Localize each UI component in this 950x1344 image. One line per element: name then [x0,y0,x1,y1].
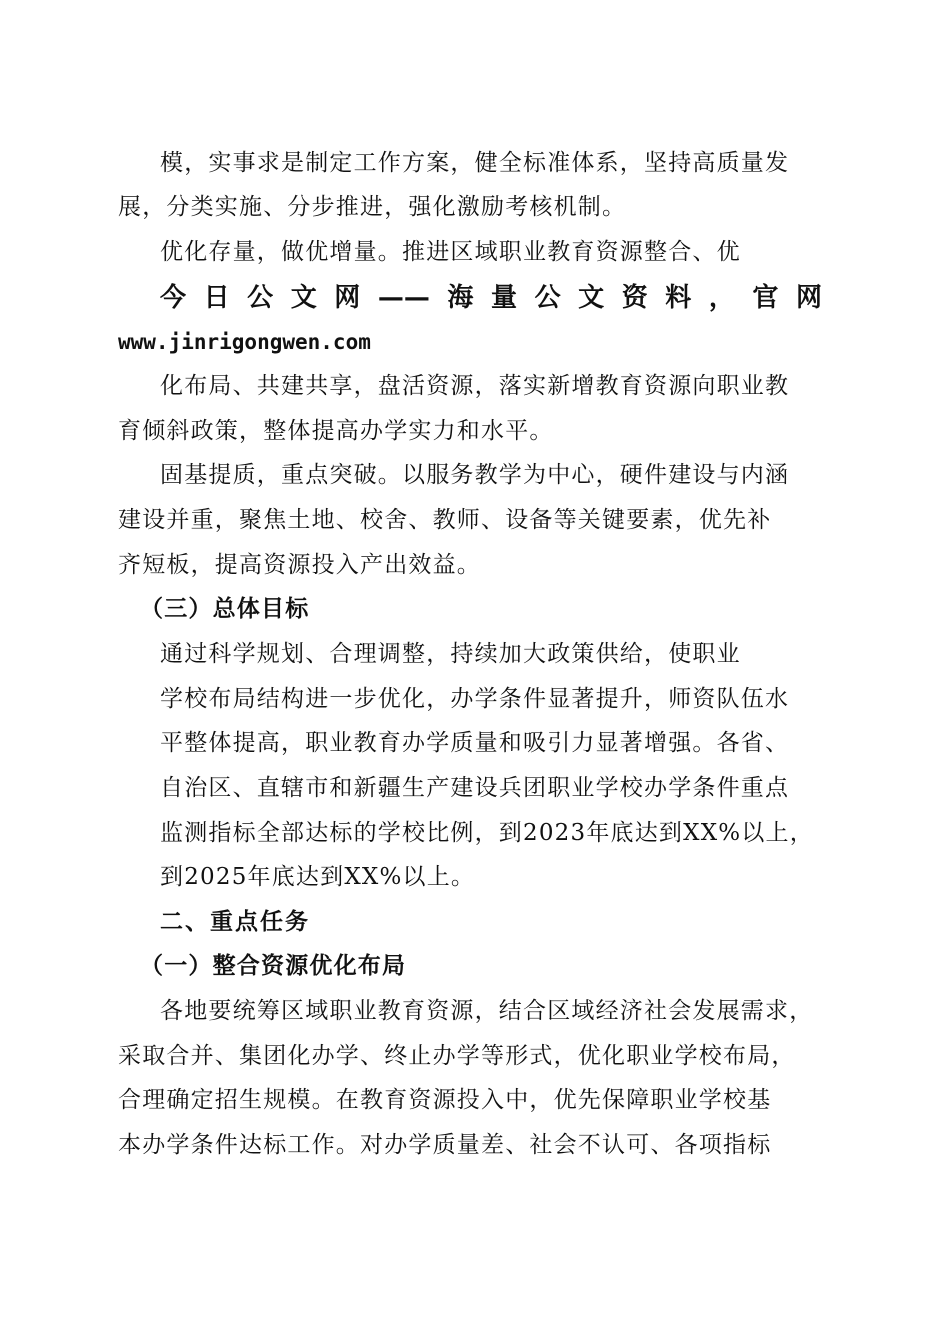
paragraph-line: 合理确定招生规模。在教育资源投入中，优先保障职业学校基 [118,1087,772,1113]
paragraph-line: 监测指标全部达标的学校比例，到2023年底达到XX%以上， [160,820,814,846]
paragraph-line: 各地要统筹区域职业教育资源，结合区域经济社会发展需求， [160,998,814,1024]
paragraph-line: 固基提质，重点突破。以服务教学为中心，硬件建设与内涵 [160,462,790,488]
paragraph-line: 育倾斜政策，整体提高办学实力和水平。 [118,418,554,444]
paragraph-line: 自治区、直辖市和新疆生产建设兵团职业学校办学条件重点 [160,775,790,801]
watermark-ad-url: www.jinrigongwen.com [118,330,371,354]
subheading: （三）总体目标 [140,596,310,622]
paragraph-line: 到2025年底达到XX%以上。 [160,864,476,890]
paragraph-line: 优化存量，做优增量。推进区域职业教育资源整合、优 [160,239,741,265]
paragraph-line: 通过科学规划、合理调整，持续加大政策供给，使职业 [160,641,741,667]
subheading: （一）整合资源优化布局 [140,953,407,979]
paragraph-line: 平整体提高，职业教育办学质量和吸引力显著增强。各省、 [160,730,790,756]
paragraph-line: 学校布局结构进一步优化，办学条件显著提升，师资队伍水 [160,686,790,712]
paragraph-line: 建设并重，聚焦土地、校舍、教师、设备等关键要素，优先补 [118,507,772,533]
paragraph-line: 展，分类实施、分步推进，强化激励考核机制。 [118,194,627,220]
section-heading: 二、重点任务 [160,909,310,935]
paragraph-line: 模，实事求是制定工作方案，健全标准体系，坚持高质量发 [160,150,790,176]
paragraph-line: 齐短板，提高资源投入产出效益。 [118,552,481,578]
paragraph-line: 本办学条件达标工作。对办学质量差、社会不认可、各项指标 [118,1132,772,1158]
watermark-ad-title: 今日公文网——海量公文资料，官网 [160,283,822,313]
paragraph-line: 采取合并、集团化办学、终止办学等形式，优化职业学校布局， [118,1043,796,1069]
paragraph-line: 化布局、共建共享，盘活资源，落实新增教育资源向职业教 [160,373,790,399]
